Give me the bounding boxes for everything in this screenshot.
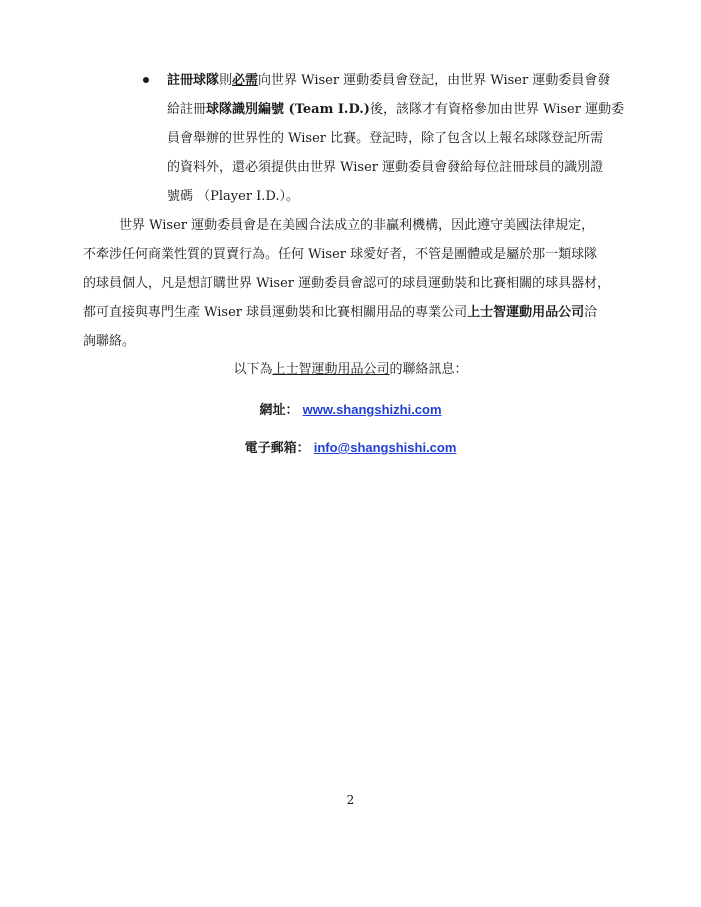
- bullet-line-4: 的資料外，還必須提供由世界 Wiser 運動委員會發給每位註冊球員的識別證: [167, 160, 604, 175]
- paragraph-line-4: [83, 298, 643, 327]
- paragraph-line-5: 詢聯絡。: [83, 334, 136, 349]
- bullet-text-run: 給註冊: [167, 102, 207, 117]
- team-id-term: 球隊識別編號 (Team I.D.): [206, 102, 370, 117]
- bullet-line-3: 員會舉辦的世界性的 Wiser 比賽。登記時，除了包含以上報名球隊登記所需: [167, 131, 604, 146]
- email-row: [0, 437, 701, 456]
- registered-team-term: 註冊球隊: [167, 73, 220, 88]
- bullet-text-run: 後，該隊才有資格參加由世界 Wiser 運動委: [369, 102, 625, 117]
- must-emphasis: 必需: [232, 73, 259, 88]
- bullet-line-2: [167, 95, 642, 124]
- bullet-dot-icon: [143, 77, 149, 83]
- body-paragraph: [83, 211, 643, 356]
- bullet-text-run: 則: [219, 73, 233, 88]
- email-label: 電子郵箱：: [244, 441, 310, 456]
- paragraph-line-1: 世界 Wiser 運動委員會是在美國合法成立的非贏利機構，因此遵守美國法律規定，: [119, 218, 595, 233]
- contact-intro-text: 的聯絡訊息：: [389, 362, 468, 377]
- contact-intro: [0, 358, 701, 377]
- paragraph-line-3: 的球員個人，凡是想訂購世界 Wiser 運動委員會認可的球員運動裝和比賽相關的球具器材，: [83, 276, 611, 291]
- page-number: 2: [346, 793, 355, 807]
- email-link[interactable]: info@shangshishi.com: [313, 440, 457, 455]
- website-label: 網址：: [259, 403, 299, 418]
- bullet-text-run: 向世界 Wiser 運動委員會登記，由世界 Wiser 運動委員會發: [258, 73, 611, 88]
- paragraph-text-run: 洽: [584, 305, 598, 320]
- company-name: 上士智運動用品公司: [467, 305, 585, 320]
- bullet-line-5: 號碼 （Player I.D.）。: [167, 189, 300, 204]
- paragraph-text-run: 都可直接與專門生產 Wiser 球員運動裝和比賽相關用品的專業公司: [83, 305, 468, 320]
- website-row: [0, 399, 701, 418]
- contact-intro-text: 以下為: [233, 362, 273, 377]
- company-name-underlined: 上士智運動用品公司: [272, 362, 390, 377]
- bullet-line-1: [167, 66, 642, 95]
- website-link[interactable]: www.shangshizhi.com: [302, 402, 442, 417]
- paragraph-line-2: 不牽涉任何商業性質的買賣行為。任何 Wiser 球愛好者，不管是團體或是屬於那一類球隊: [83, 247, 598, 262]
- bullet-text: [167, 66, 642, 211]
